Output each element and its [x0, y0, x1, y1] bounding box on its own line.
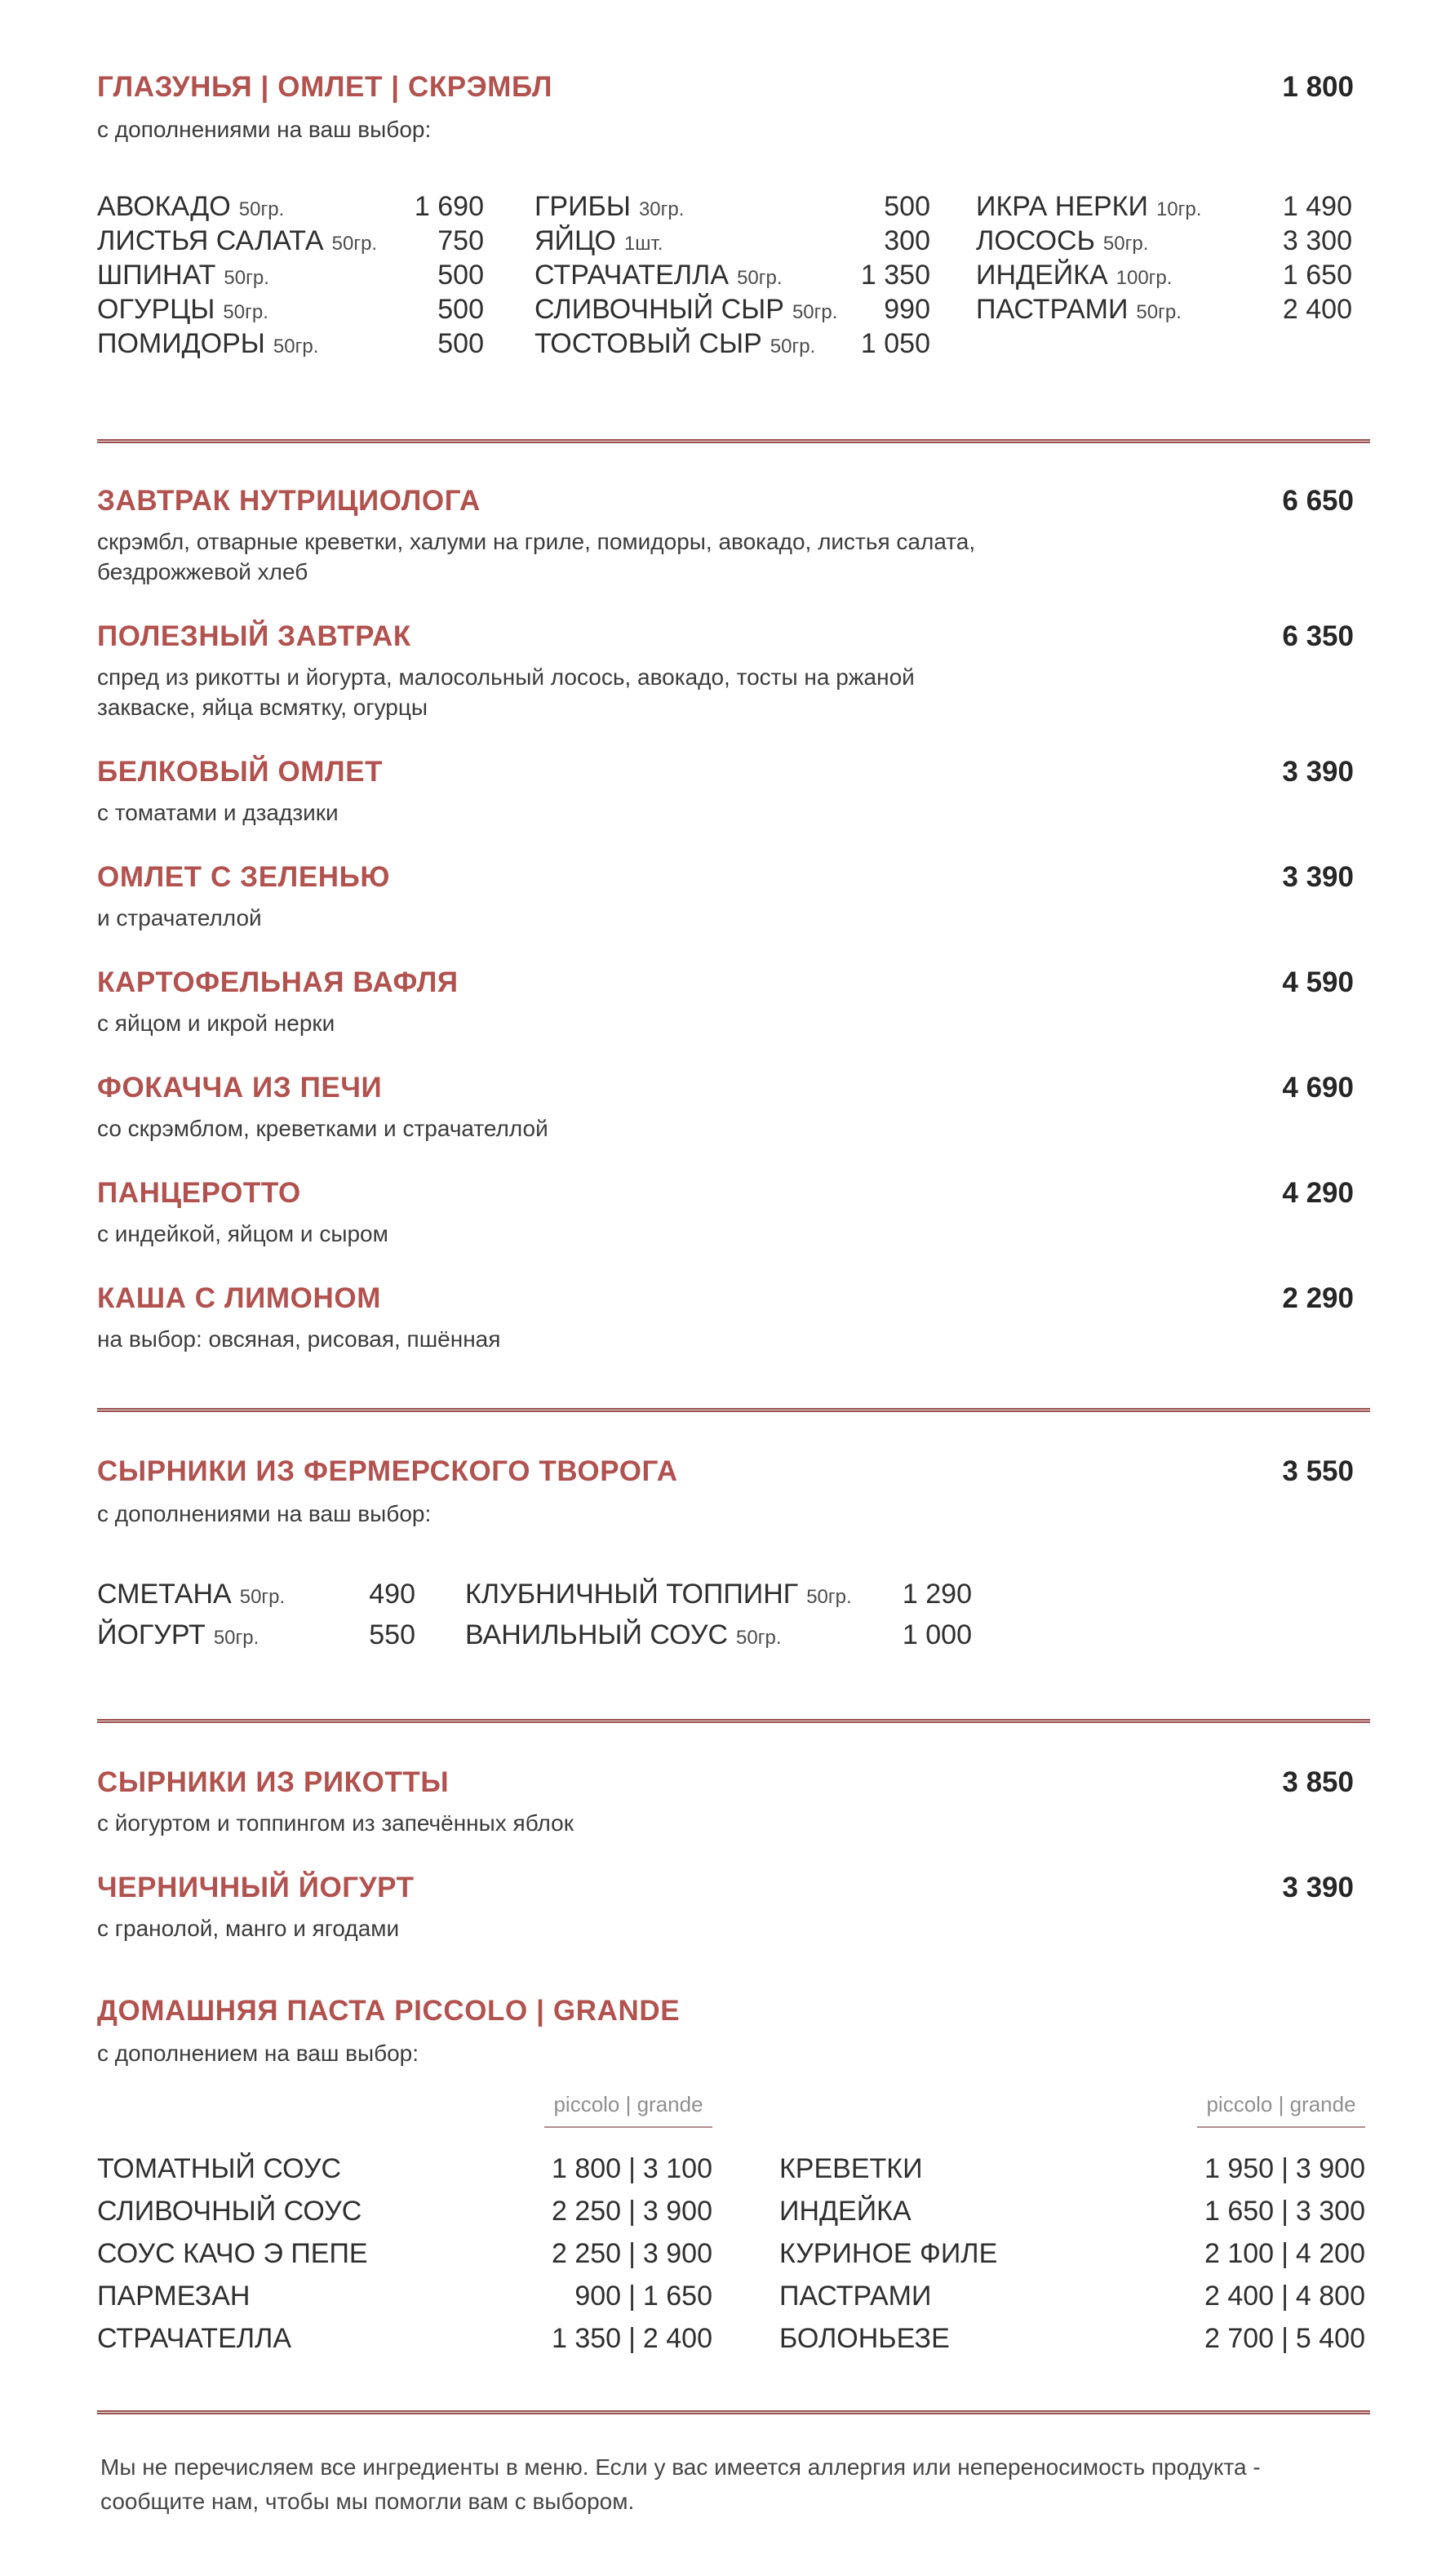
addon-price: 1 690	[414, 191, 484, 222]
addon-row	[97, 1574, 415, 1614]
section-title: ГЛАЗУНЬЯ | ОМЛЕТ | СКРЭМБЛ	[97, 71, 553, 103]
dish-description: с томатами и дзадзики	[97, 800, 339, 825]
dish-price: 2 290	[1282, 1282, 1354, 1314]
section-divider	[97, 1719, 1370, 1723]
section-title: СЫРНИКИ ИЗ ФЕРМЕРСКОГО ТВОРОГА	[97, 1455, 678, 1487]
addon-portion: 50гр.	[331, 233, 378, 255]
addon-row	[976, 258, 1352, 292]
dish-price: 4 590	[1282, 966, 1354, 998]
dish-description: на выбор: овсяная, рисовая, пшённая	[97, 1326, 501, 1352]
addon-name	[534, 326, 815, 364]
price-separator: |	[628, 2238, 636, 2269]
addon-row	[97, 326, 484, 361]
addon-name-text: ШПИНАТ	[97, 260, 216, 291]
addon-name	[534, 292, 837, 330]
pasta-addon-name: ПАРМЕЗАН	[97, 2281, 251, 2312]
price-grande: 2 400	[642, 2323, 712, 2354]
pasta-addons-table	[97, 2092, 1370, 2360]
section-sweet	[97, 1765, 1370, 1943]
menu-item	[97, 966, 1370, 1038]
pasta-addon-row	[97, 2317, 712, 2360]
price-separator: |	[1281, 2238, 1289, 2269]
menu-item	[97, 1871, 1370, 1943]
price-piccolo: 1 800	[551, 2153, 622, 2184]
dish-price: 6 350	[1282, 620, 1354, 652]
addon-price: 500	[437, 260, 484, 291]
section-divider	[97, 1408, 1370, 1412]
section-syrniki-header	[97, 1455, 1370, 1489]
addon-portion: 50гр.	[736, 1627, 782, 1649]
size-header-underline	[544, 2126, 712, 2128]
pasta-addon-row	[779, 2147, 1365, 2190]
pasta-addon-row	[97, 2147, 712, 2190]
addon-name	[534, 258, 783, 295]
addon-name-text: ПОМИДОРЫ	[97, 328, 265, 359]
dish-title: ПОЛЕЗНЫЙ ЗАВТРАК	[97, 620, 411, 652]
section-breakfasts	[97, 484, 1370, 1354]
dish-price: 4 290	[1282, 1177, 1354, 1209]
size-header	[97, 2092, 712, 2128]
addon-row	[534, 258, 930, 292]
addon-portion: 50гр.	[239, 1586, 286, 1608]
addon-portion: 50гр.	[770, 335, 816, 358]
addon-portion: 50гр.	[1102, 233, 1149, 255]
addon-name	[976, 258, 1172, 295]
addons-column-3	[976, 189, 1352, 361]
addon-name	[976, 189, 1201, 227]
addon-portion: 50гр.	[1136, 301, 1182, 323]
price-grande: 4 800	[1295, 2281, 1365, 2312]
addon-name	[97, 224, 377, 261]
section-note: с дополнениями на ваш выбор:	[97, 1501, 432, 1526]
price-piccolo: 2 700	[1204, 2323, 1275, 2354]
pasta-addon-name: ИНДЕЙКА	[779, 2196, 912, 2227]
price-separator: |	[1281, 2281, 1289, 2312]
dish-title: ФОКАЧЧА ИЗ ПЕЧИ	[97, 1072, 383, 1104]
pasta-addon-row	[779, 2190, 1365, 2232]
pasta-addon-name: БОЛОНЬЕЗЕ	[779, 2323, 950, 2354]
addon-row	[465, 1574, 972, 1614]
price-piccolo: 1 650	[1204, 2196, 1275, 2227]
size-header	[779, 2092, 1365, 2128]
pasta-addon-name: СОУС КАЧО Э ПЕПЕ	[97, 2238, 368, 2269]
addon-name-text: ГРИБЫ	[534, 191, 631, 222]
price-separator: |	[1281, 2153, 1289, 2184]
dish-description: со скрэмблом, креветками и страчателлой	[97, 1116, 548, 1141]
section-note: с дополнением на ваш выбор:	[97, 2041, 419, 2066]
addon-row	[534, 292, 930, 326]
addon-price: 500	[437, 294, 484, 325]
addon-name-text: АВОКАДО	[97, 191, 231, 222]
addon-name-text: ОГУРЦЫ	[97, 294, 215, 325]
dish-description: спред из рикотты и йогурта, малосольный лосось, авокадо, тосты на ржаной закваске, яйца всмятку, огурцы	[97, 664, 915, 720]
price-grande: 3 100	[642, 2153, 712, 2184]
addon-price: 3 300	[1282, 225, 1352, 256]
addon-portion: 30гр.	[638, 198, 685, 220]
addon-row	[97, 258, 484, 292]
addon-name-text: КЛУБНИЧНЫЙ ТОППИНГ	[465, 1579, 799, 1610]
section-divider	[97, 439, 1370, 443]
price-separator: |	[628, 2153, 636, 2184]
addon-portion: 50гр.	[223, 301, 268, 323]
price-grande: 3 900	[642, 2196, 712, 2227]
addon-portion: 50гр.	[238, 198, 285, 220]
price-separator: |	[628, 2323, 636, 2354]
pasta-addon-prices	[1204, 2232, 1365, 2275]
price-piccolo: 1 350	[551, 2323, 622, 2354]
price-separator: |	[1281, 2323, 1289, 2354]
dish-description: с яйцом и икрой нерки	[97, 1010, 335, 1036]
pasta-addon-name: СЛИВОЧНЫЙ СОУС	[97, 2196, 362, 2227]
price-grande: 3 900	[642, 2238, 712, 2269]
addon-name	[465, 1614, 782, 1659]
price-piccolo: 900	[574, 2281, 622, 2312]
addon-name	[534, 189, 684, 227]
addons-column-2	[534, 189, 930, 361]
addon-price: 1 000	[902, 1619, 972, 1650]
addon-row	[97, 189, 484, 224]
dish-title: КАРТОФЕЛЬНАЯ ВАФЛЯ	[97, 966, 459, 998]
pasta-addon-name: ПАСТРАМИ	[779, 2281, 932, 2312]
addon-price: 550	[369, 1619, 415, 1650]
addon-name-text: ТОСТОВЫЙ СЫР	[534, 328, 762, 359]
addon-portion: 50гр.	[273, 335, 319, 358]
addon-price: 990	[884, 294, 930, 325]
price-separator: |	[628, 2281, 636, 2312]
addon-name-text: ЛИСТЬЯ САЛАТА	[97, 225, 324, 256]
addon-portion: 100гр.	[1116, 267, 1173, 289]
pasta-addon-prices	[1204, 2317, 1365, 2360]
addon-name	[97, 292, 268, 330]
addon-name-text: СЛИВОЧНЫЙ СЫР	[534, 294, 784, 325]
addon-row	[976, 292, 1352, 326]
price-separator: |	[1281, 2196, 1289, 2227]
size-header-underline	[1197, 2126, 1365, 2128]
price-grande: 5 400	[1295, 2323, 1365, 2354]
price-grande: 3 900	[1295, 2153, 1365, 2184]
section-eggs	[97, 70, 1370, 361]
addon-portion: 50гр.	[224, 267, 269, 289]
addon-name	[97, 1614, 259, 1659]
menu-item	[97, 484, 1370, 587]
pasta-addon-prices	[552, 2232, 712, 2275]
addon-name-text: ЛОСОСЬ	[976, 225, 1095, 256]
pasta-addon-prices	[552, 2317, 712, 2360]
addon-name	[976, 224, 1148, 261]
pasta-addon-row	[97, 2275, 712, 2317]
menu-item	[97, 860, 1370, 933]
pasta-addon-name: КРЕВЕТКИ	[779, 2153, 923, 2184]
dish-title: ПАНЦЕРОТТО	[97, 1177, 301, 1209]
addon-row	[97, 1614, 415, 1655]
addon-portion: 10гр.	[1155, 198, 1202, 220]
section-price: 3 550	[1282, 1455, 1354, 1487]
pasta-addon-row	[97, 2232, 712, 2275]
price-grande: 3 300	[1295, 2196, 1365, 2227]
pasta-column-1	[97, 2092, 712, 2360]
dish-title: ОМЛЕТ С ЗЕЛЕНЬЮ	[97, 861, 391, 893]
addon-row	[534, 189, 930, 224]
dish-description: с гранолой, манго и ягодами	[97, 1916, 400, 1941]
addon-price: 750	[437, 225, 484, 256]
addon-row	[976, 224, 1352, 258]
addon-name	[534, 224, 663, 261]
pasta-addon-name: ТОМАТНЫЙ СОУС	[97, 2153, 341, 2184]
dish-title: ЧЕРНИЧНЫЙ ЙОГУРТ	[97, 1872, 415, 1903]
section-divider	[97, 2410, 1370, 2414]
addons-column-1	[97, 189, 484, 361]
section-pasta-header	[97, 1994, 1370, 2028]
dish-price: 6 650	[1282, 485, 1354, 517]
dish-title: БЕЛКОВЫЙ ОМЛЕТ	[97, 756, 384, 788]
menu-item	[97, 1765, 1370, 1838]
section-eggs-header	[97, 70, 1370, 104]
dish-description: с индейкой, яйцом и сыром	[97, 1221, 388, 1246]
addon-portion: 50гр.	[806, 1586, 852, 1608]
addon-name	[97, 326, 318, 364]
addon-row	[534, 326, 930, 361]
pasta-addon-prices	[574, 2275, 712, 2317]
addon-price: 300	[884, 225, 930, 256]
pasta-addon-row	[97, 2190, 712, 2232]
dish-price: 3 390	[1282, 1872, 1354, 1903]
addon-name-text: ЙОГУРТ	[97, 1619, 206, 1650]
addon-name	[97, 258, 269, 295]
addons-table-eggs	[97, 189, 1370, 361]
section-note: с дополнениями на ваш выбор:	[97, 117, 432, 142]
pasta-addon-row	[779, 2275, 1365, 2317]
addons-column-1	[97, 1574, 415, 1655]
pasta-addon-name: КУРИНОЕ ФИЛЕ	[779, 2238, 998, 2269]
menu-item	[97, 755, 1370, 828]
section-syrniki	[97, 1455, 1370, 1655]
dish-title: СЫРНИКИ ИЗ РИКОТТЫ	[97, 1766, 450, 1798]
addon-name-text: СМЕТАНА	[97, 1579, 232, 1610]
addon-price: 490	[369, 1579, 415, 1610]
addon-price: 1 290	[902, 1579, 972, 1610]
addon-price: 500	[884, 191, 930, 222]
addon-price: 2 400	[1282, 294, 1352, 325]
pasta-addon-prices	[1204, 2147, 1365, 2190]
addon-name	[976, 292, 1182, 330]
addon-name-text: СТРАЧАТЕЛЛА	[534, 260, 730, 291]
addon-row	[97, 224, 484, 258]
price-piccolo: 2 100	[1204, 2238, 1275, 2269]
addon-portion: 50гр.	[213, 1627, 259, 1649]
addon-price: 1 650	[1282, 260, 1352, 291]
dish-description: скрэмбл, отварные креветки, халуми на гриле, помидоры, авокадо, листья салата, бездрожжевой хлеб	[97, 529, 976, 584]
dish-description: с йогуртом и топпингом из запечённых яблок	[97, 1810, 574, 1836]
addon-name	[97, 189, 284, 227]
addon-row	[534, 224, 930, 258]
pasta-addon-name: СТРАЧАТЕЛЛА	[97, 2323, 292, 2354]
dish-description: и страчателлой	[97, 905, 262, 930]
section-pasta	[97, 1994, 1370, 2360]
addon-price: 1 350	[860, 260, 930, 291]
addon-portion: 50гр.	[792, 301, 838, 323]
dish-price: 4 690	[1282, 1072, 1354, 1104]
dish-title: ЗАВТРАК НУТРИЦИОЛОГА	[97, 485, 481, 517]
addon-price: 1 050	[860, 328, 930, 359]
addon-portion: 1шт.	[623, 233, 663, 255]
addon-price: 500	[437, 328, 484, 359]
footer-note: Мы не перечисляем все ингредиенты в меню. Если у вас имеется аллергия или непереносимость продукта - сообщите нам, чтобы мы помогли вам с выбором.	[100, 2454, 1261, 2514]
size-header-label: piccolo | grande	[1206, 2092, 1356, 2116]
dish-title: КАША С ЛИМОНОМ	[97, 1282, 381, 1314]
addon-name-text: ИКРА НЕРКИ	[976, 191, 1148, 222]
addon-name-text: ПАСТРАМИ	[976, 294, 1129, 325]
menu-item	[97, 1071, 1370, 1144]
section-price: 1 800	[1282, 71, 1354, 103]
menu-item	[97, 1281, 1370, 1354]
menu-item	[97, 1176, 1370, 1249]
size-header-box	[544, 2092, 712, 2128]
price-piccolo: 2 400	[1204, 2281, 1275, 2312]
addon-name	[465, 1574, 852, 1618]
addon-row	[976, 189, 1352, 224]
addons-column-2	[465, 1574, 972, 1655]
menu-item	[97, 620, 1370, 722]
addon-price: 1 490	[1282, 191, 1352, 222]
price-separator: |	[628, 2196, 636, 2227]
size-header-label: piccolo | grande	[553, 2092, 703, 2116]
pasta-addon-prices	[552, 2190, 712, 2232]
size-header-box	[1197, 2092, 1365, 2128]
pasta-addon-prices	[1204, 2190, 1365, 2232]
pasta-addon-prices	[1204, 2275, 1365, 2317]
dish-price: 3 390	[1282, 861, 1354, 893]
price-grande: 4 200	[1295, 2238, 1365, 2269]
pasta-column-2	[779, 2092, 1365, 2360]
section-title: ДОМАШНЯЯ ПАСТА PICCOLO | GRANDE	[97, 1995, 681, 2027]
price-grande: 1 650	[642, 2281, 712, 2312]
pasta-addon-row	[779, 2317, 1365, 2360]
addon-row	[465, 1614, 972, 1655]
addon-portion: 50гр.	[737, 267, 783, 289]
pasta-addon-row	[779, 2232, 1365, 2275]
addon-name	[97, 1574, 285, 1618]
addon-name-text: ИНДЕЙКА	[976, 260, 1108, 291]
pasta-addon-prices	[552, 2147, 712, 2190]
dish-price: 3 850	[1282, 1766, 1354, 1798]
addon-row	[97, 292, 484, 326]
addon-name-text: ЯЙЦО	[534, 225, 616, 256]
addon-name-text: ВАНИЛЬНЫЙ СОУС	[465, 1619, 729, 1650]
price-piccolo: 1 950	[1204, 2153, 1275, 2184]
price-piccolo: 2 250	[551, 2238, 622, 2269]
addons-table-syrniki	[97, 1574, 1370, 1655]
price-piccolo: 2 250	[551, 2196, 622, 2227]
dish-price: 3 390	[1282, 756, 1354, 788]
